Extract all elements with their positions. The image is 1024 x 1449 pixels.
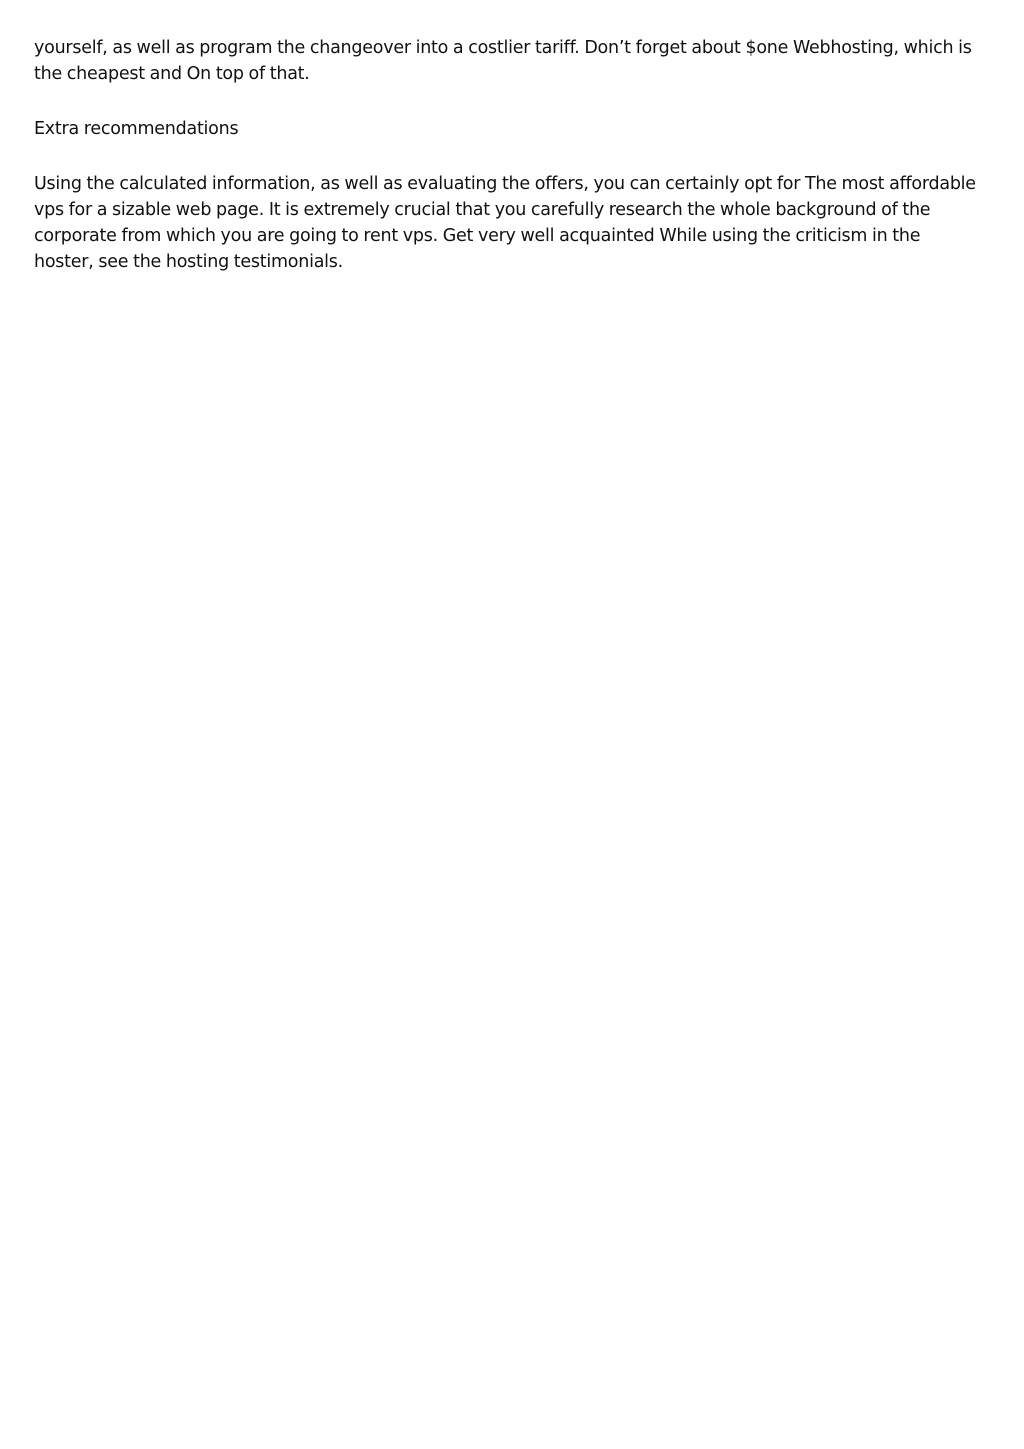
intro-paragraph: yourself, as well as program the changeover into a costlier tariff. Don’t forget about $one Webhosting, which is the cheapest and On top of that.	[34, 38, 972, 84]
document-page	[34, 35, 984, 275]
section-heading: Extra recommendations	[34, 119, 239, 139]
recommendations-paragraph: Using the calculated information, as well as evaluating the offers, you can certainly opt for The most affordable vps for a sizable web page. It is extremely crucial that you carefully research the whole background of the corporate from which you are going to rent vps. Get very well acquainted While using the criticism in the hoster, see the hosting testimonials.	[34, 174, 976, 272]
